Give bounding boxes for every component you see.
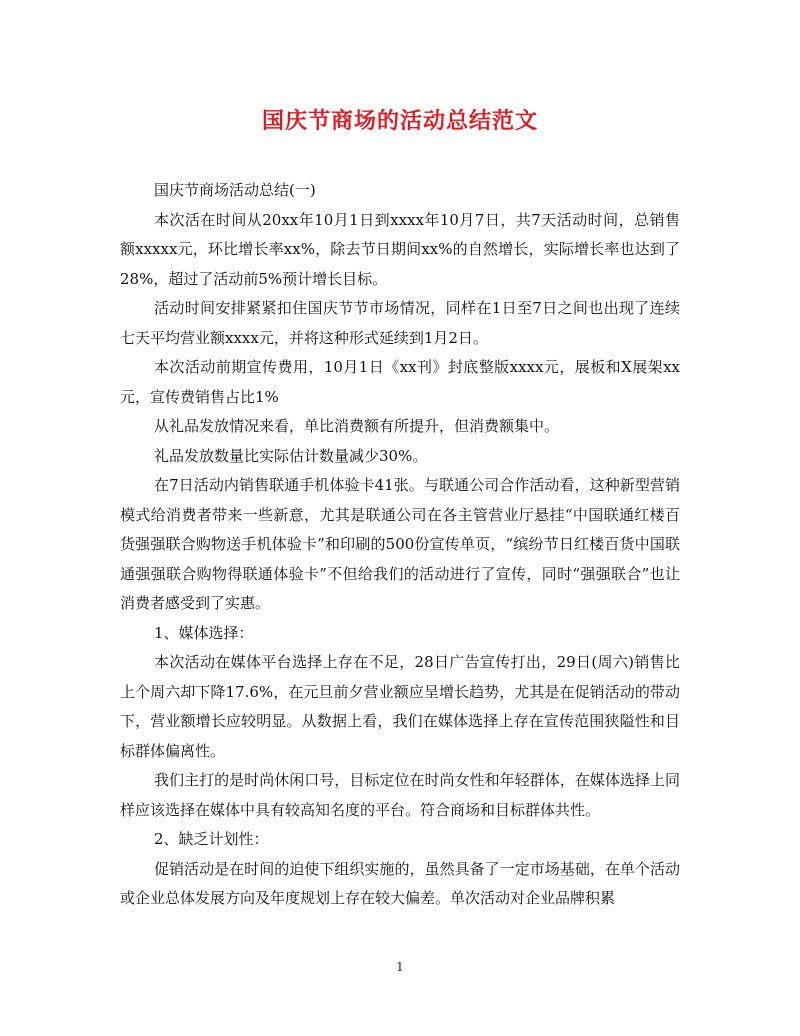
page-number: 1: [396, 960, 404, 974]
document-body: [120, 176, 680, 914]
document-title: 国庆节商场的活动总结范文: [261, 108, 538, 134]
paragraph: 活动时间安排紧紧扣住国庆节节市场情况，同样在1日至7日之间也出现了连续七天平均营业额xxxx元，并将这种形式延续到1月2日。: [120, 299, 680, 347]
paragraph: 本次活动在媒体平台选择上存在不足，28日广告宣传打出，29日(周六)销售比上个周六却下降17.6%，在元旦前夕营业额应呈增长趋势，尤其是在促销活动的带动下，营业额增长应较明显。从数据上看，我们在媒体选择上存在宣传范围狭隘性和目标群体偏离性。: [120, 653, 680, 760]
paragraph: 在7日活动内销售联通手机体验卡41张。与联通公司合作活动看，这种新型营销模式给消费者带来一些新意，尤其是联通公司在各主管营业厅悬挂“中国联通红楼百货强强联合购物送手机体验卡”和印刷的500份宣传单页，“缤纷节日红楼百货中国联通强强联合购物得联通体验卡”不但给我们的活动进行了宣传，同时“强强联合”也让消费者感受到了实惠。: [120, 476, 680, 612]
paragraph: 礼品发放数量比实际估计数量减少30%。: [154, 446, 428, 465]
paragraph: 本次活在时间从20xx年10月1日到xxxx年10月7日，共7天活动时间，总销售额xxxxx元，环比增长率xx%，除去节日期间xx%的自然增长，实际增长率也达到了28%，超过了活动前5%预计增长目标。: [120, 210, 680, 288]
paragraph: 从礼品发放情况来看，单比消费额有所提升，但消费额集中。: [154, 417, 560, 435]
paragraph: 本次活动前期宣传费用，10月1日《xx刊》封底整版xxxx元，展板和X展架xx元，宣传费销售占比1%: [120, 358, 680, 406]
section-heading: 2、缺乏计划性：: [154, 830, 269, 848]
paragraph: 国庆节商场活动总结(一): [154, 181, 316, 199]
paragraph: 促销活动是在时间的迫使下组织实施的，虽然具备了一定市场基础，在单个活动或企业总体发展方向及年度规划上存在较大偏差。单次活动对企业品牌积累: [120, 859, 680, 907]
paragraph: 我们主打的是时尚休闲口号，目标定位在时尚女性和年轻群体，在媒体选择上同样应该选择在媒体中具有较高知名度的平台。符合商场和目标群体共性。: [120, 771, 680, 819]
section-heading: 1、媒体选择：: [154, 623, 254, 642]
